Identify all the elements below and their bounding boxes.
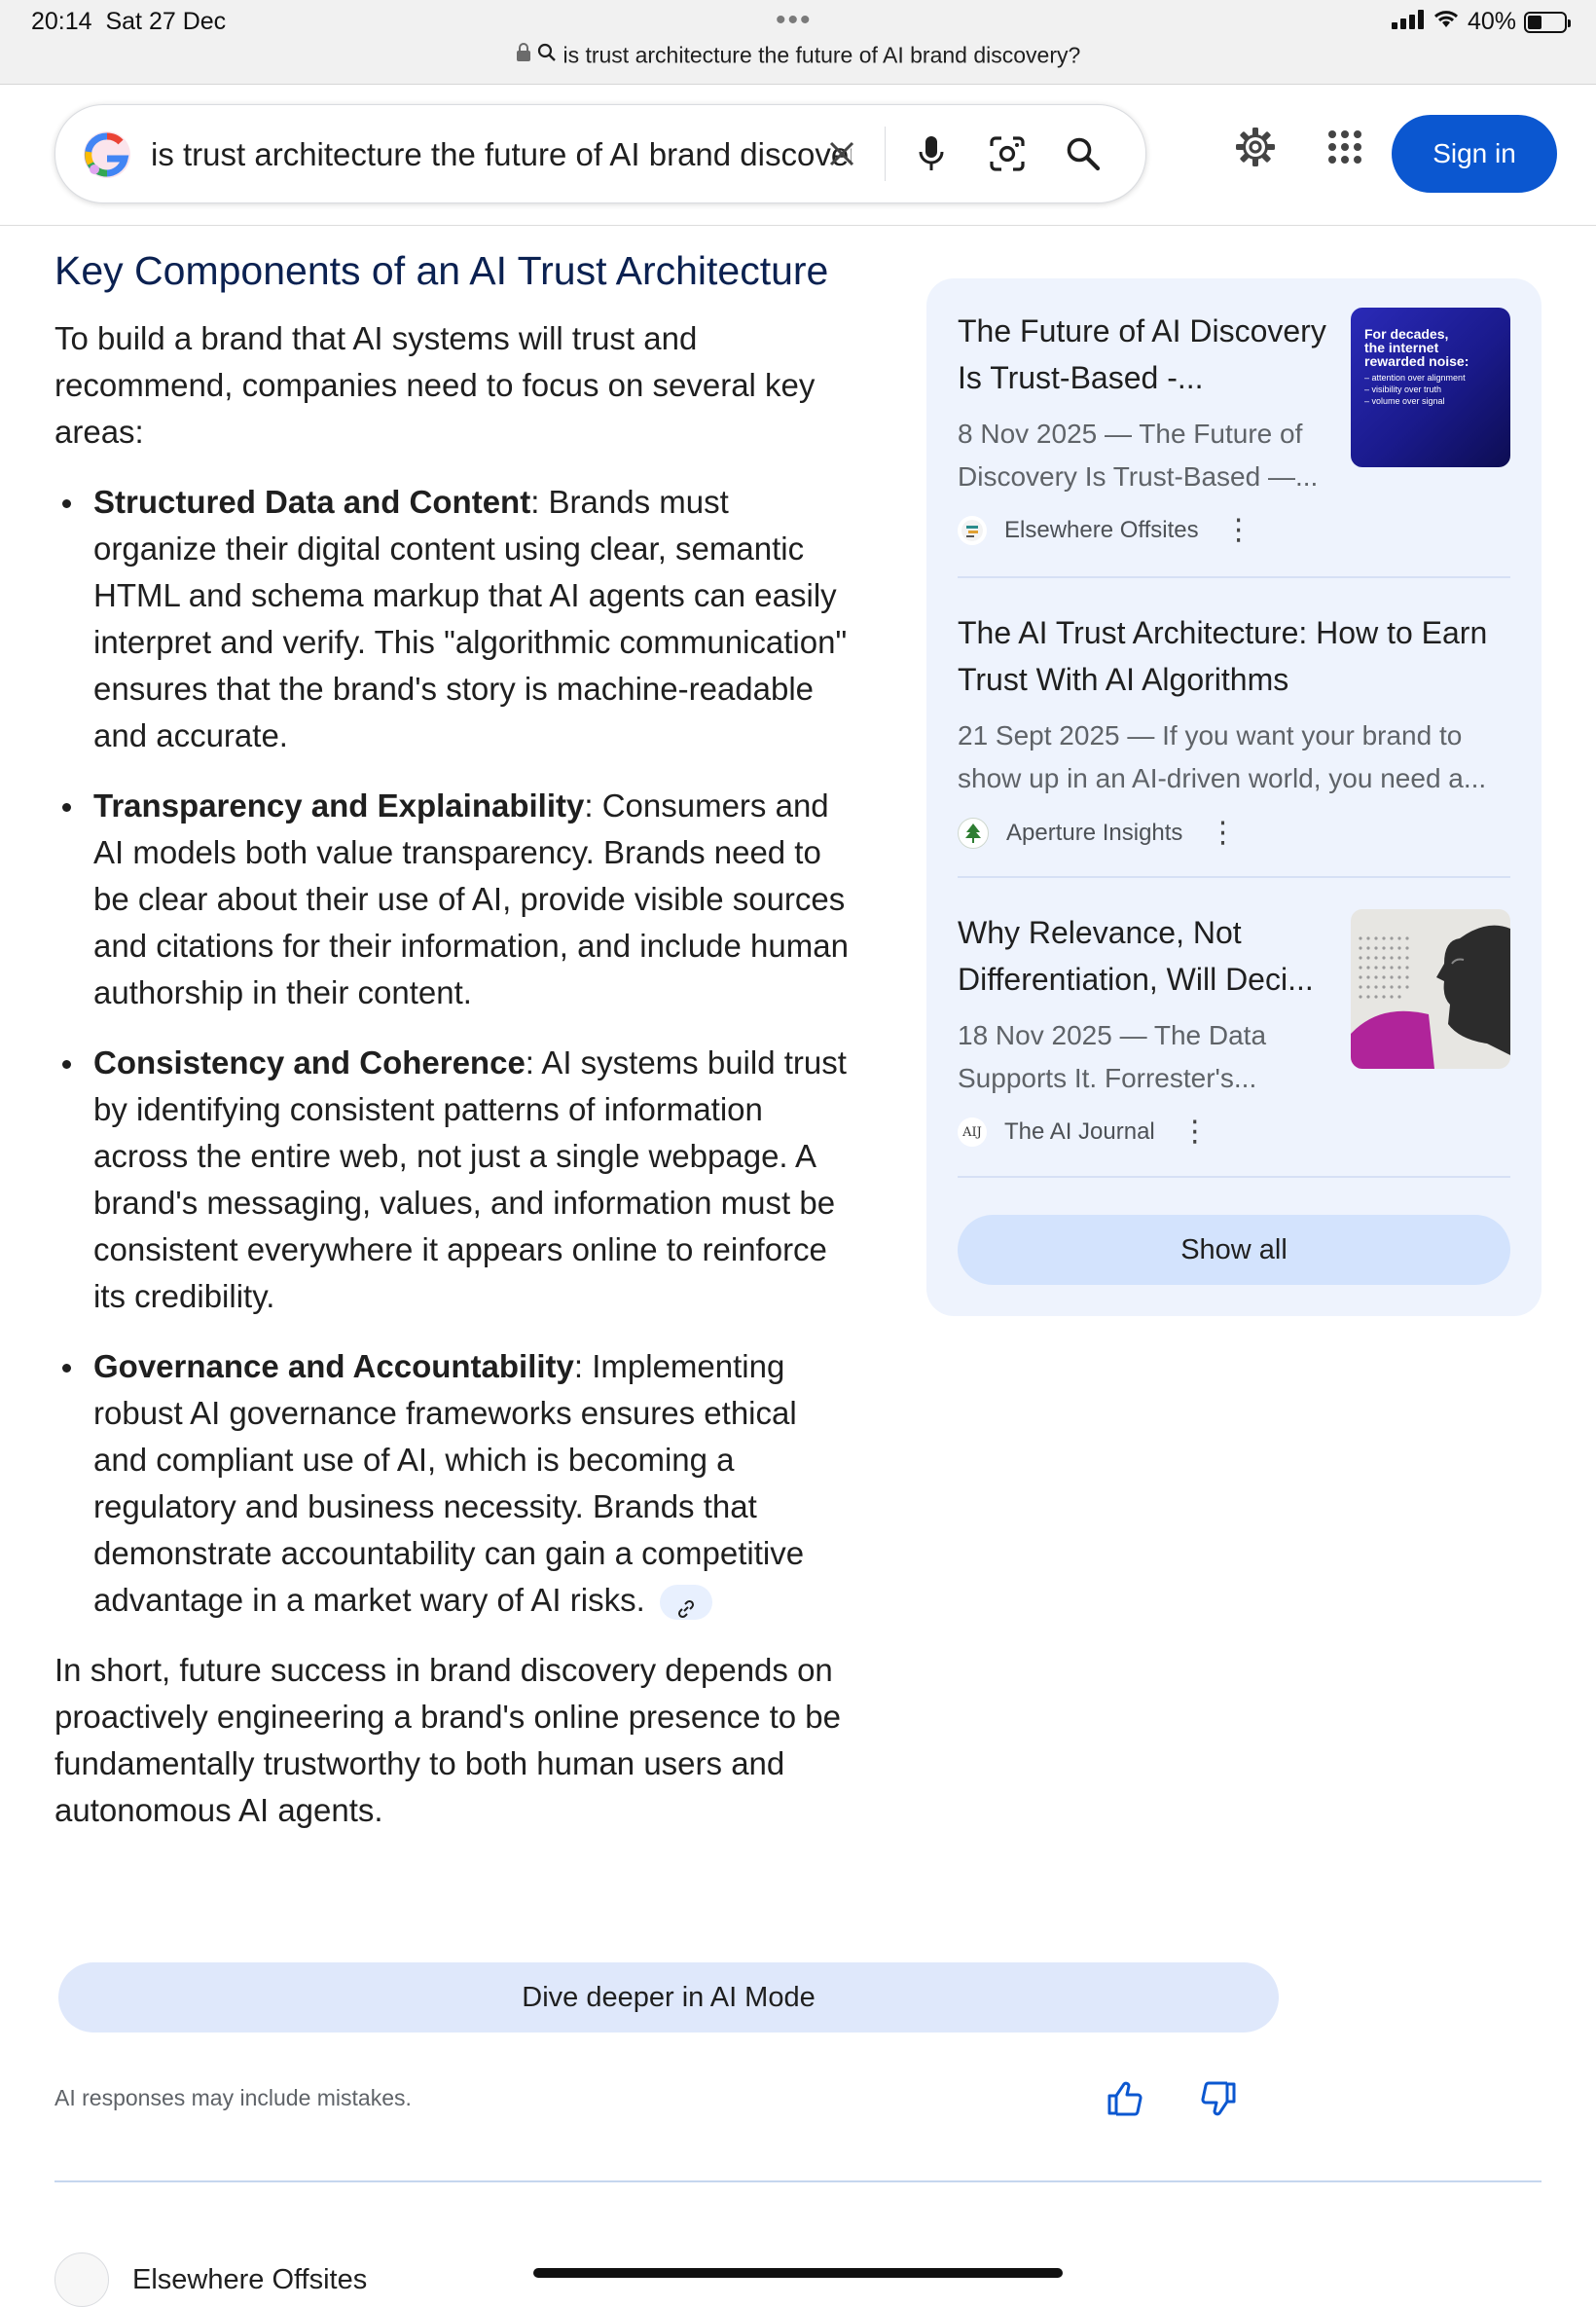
source-favicon-icon	[54, 2252, 109, 2307]
thumbnail-image[interactable]	[1351, 308, 1510, 467]
battery-percent: 40%	[1467, 8, 1516, 35]
search-icon[interactable]	[1058, 128, 1108, 179]
list-item-title: Transparency and Explainability	[93, 787, 585, 824]
microphone-icon[interactable]	[906, 128, 957, 179]
source-card-title[interactable]: Why Relevance, Not Differentiation, Will Deci...	[958, 915, 1314, 997]
search-small-icon	[537, 42, 562, 67]
source-card-snippet: 8 Nov 2025 — The Future of Discovery Is Trust-Based —...	[958, 419, 1319, 492]
more-options-icon[interactable]: ⋮	[1179, 1116, 1210, 1148]
thumbnail-image[interactable]	[1351, 909, 1510, 1069]
list-item-text: : Consumers and AI models both value transparency. Brands need to be clear about their use of AI, provide visible sources and citations for their information, and include human authorship in their content.	[93, 787, 849, 1010]
source-card[interactable]	[958, 308, 1510, 545]
search-divider	[885, 127, 886, 181]
list-item-text: : AI systems build trust by identifying consistent patterns of information across the entire web, not just a single webpage. A brand's messaging, values, and information must be consistent everywhere it appears online to reinforce its credibility.	[93, 1044, 847, 1314]
source-card-origin	[958, 818, 1510, 849]
search-input[interactable]	[149, 130, 853, 179]
signal-icon	[1392, 8, 1425, 36]
thumbs-up-icon[interactable]	[1100, 2073, 1150, 2124]
card-separator	[958, 576, 1510, 578]
aij-favicon: AIJ	[958, 1117, 987, 1147]
thumb-text-line: rewarded noise:	[1364, 353, 1469, 369]
source-card-title[interactable]: The AI Trust Architecture: How to Earn Trust With AI Algorithms	[958, 615, 1488, 697]
list-item	[93, 1343, 852, 1624]
section-divider	[54, 2180, 1542, 2182]
more-options-icon[interactable]: ⋮	[1223, 514, 1253, 546]
source-list-item[interactable]	[54, 2252, 367, 2307]
sign-in-button[interactable]: Sign in	[1392, 115, 1557, 193]
summary-paragraph: In short, future success in brand discovery depends on proactively engineering a brand's online presence to be fundamentally trustworthy to both human users and autonomous AI agents.	[54, 1652, 842, 1828]
address-bar[interactable]	[0, 41, 1596, 68]
source-card-source: The AI Journal	[1004, 1118, 1155, 1145]
thumbs-down-icon[interactable]	[1193, 2073, 1244, 2124]
source-card-origin	[958, 516, 1510, 545]
lock-icon	[516, 42, 537, 67]
thumb-text-line: – volume over signal	[1364, 396, 1445, 406]
tree-favicon-icon	[958, 818, 989, 849]
list-item	[93, 1040, 852, 1320]
sources-panel	[926, 278, 1542, 1316]
ai-disclaimer: AI responses may include mistakes.	[54, 2085, 412, 2110]
source-card-title[interactable]: The Future of AI Discovery Is Trust-Based -...	[958, 313, 1326, 395]
system-indicators	[1392, 8, 1567, 36]
list-item-text: : Brands must organize their digital content using clear, semantic HTML and schema markup that AI agents can easily interpret and verify. This "algorithmic communication" ensures that the brand's story is machine-readable and accurate.	[93, 484, 848, 753]
home-indicator[interactable]	[533, 2268, 1063, 2278]
source-card-origin	[958, 1117, 1510, 1147]
elsewhere-favicon-icon	[958, 516, 987, 545]
link-icon	[676, 1590, 696, 1626]
list-item-text: : Implementing robust AI governance frameworks ensures ethical and compliant use of AI, which is becoming a regulatory and business necessity. Brands that demonstrate accountability can gain a competitive advantage in a market wary of AI risks.	[93, 1348, 805, 1618]
key-components-list	[54, 479, 852, 1624]
ai-overview-content	[54, 226, 852, 1834]
source-card-snippet: 18 Nov 2025 — The Data Supports It. Forrester's...	[958, 1020, 1267, 1093]
section-heading: Key Components of an AI Trust Architecture	[54, 248, 829, 293]
status-bar	[0, 0, 1596, 85]
google-logo-icon[interactable]	[81, 128, 133, 181]
show-all-button[interactable]: Show all	[958, 1215, 1510, 1285]
source-card-source: Elsewhere Offsites	[1004, 517, 1199, 543]
battery-icon	[1524, 12, 1567, 33]
card-separator	[958, 1176, 1510, 1178]
source-card-source: Aperture Insights	[1006, 820, 1183, 846]
lens-camera-icon[interactable]	[982, 128, 1033, 179]
address-url: is trust architecture the future of AI brand discovery?	[562, 42, 1081, 68]
source-card[interactable]	[958, 609, 1510, 849]
citation-link-chip[interactable]	[660, 1585, 712, 1620]
thumb-text-line: – visibility over truth	[1364, 384, 1442, 394]
list-item	[93, 479, 852, 759]
settings-gear-icon[interactable]	[1228, 120, 1283, 174]
apps-grid-icon[interactable]	[1318, 120, 1372, 174]
search-box[interactable]	[54, 104, 1146, 203]
list-item-title: Structured Data and Content	[93, 484, 531, 520]
dive-deeper-ai-mode-button[interactable]: Dive deeper in AI Mode	[58, 1962, 1279, 2032]
thumb-text-line: – attention over alignment	[1364, 373, 1466, 383]
list-item-title: Governance and Accountability	[93, 1348, 574, 1384]
list-item-title: Consistency and Coherence	[93, 1044, 526, 1080]
wifi-icon	[1433, 8, 1460, 36]
search-header	[0, 85, 1596, 226]
source-card-snippet: 21 Sept 2025 — If you want your brand to show up in an AI-driven world, you need a...	[958, 720, 1487, 793]
thumb-text-line: the internet	[1364, 340, 1439, 355]
more-options-icon[interactable]: ⋮	[1208, 817, 1238, 849]
clear-icon[interactable]	[816, 128, 867, 179]
status-time: 20:14 Sat 27 Dec	[31, 8, 227, 35]
source-card[interactable]	[958, 909, 1510, 1147]
list-item	[93, 783, 852, 1016]
more-dots-icon[interactable]: •••	[776, 4, 813, 36]
card-separator	[958, 876, 1510, 878]
intro-paragraph: To build a brand that AI systems will trust and recommend, companies need to focus on several key areas:	[54, 320, 816, 450]
source-name: Elsewhere Offsites	[132, 2263, 368, 2295]
thumb-text-line: For decades,	[1364, 326, 1449, 342]
